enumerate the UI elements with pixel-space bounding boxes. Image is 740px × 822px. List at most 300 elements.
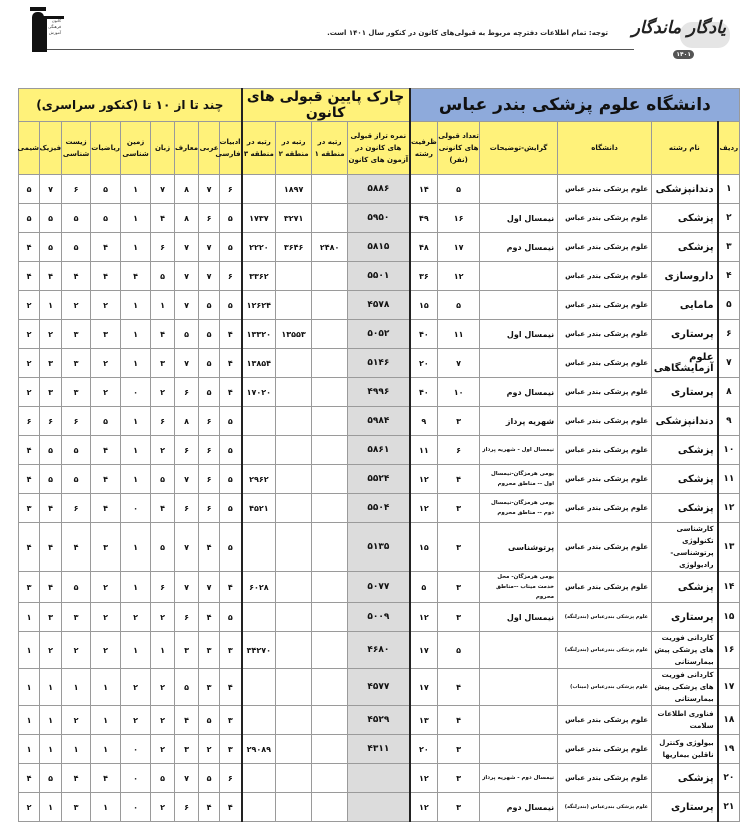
language-score: ۵ — [151, 523, 175, 572]
rank-region-1 — [312, 764, 348, 793]
language-score: ۱ — [151, 632, 175, 669]
chemistry-score: ۶ — [19, 407, 40, 436]
geology-score: ۱ — [121, 175, 151, 204]
rank-region-1 — [312, 572, 348, 603]
language-score: ۴ — [151, 320, 175, 349]
kanoon-line: آموزش — [48, 30, 61, 35]
literature-score: ۴ — [220, 572, 242, 603]
capacity: ۲۰ — [410, 349, 438, 378]
literature-score: ۴ — [220, 669, 242, 706]
table-row — [19, 572, 740, 603]
major-name: پزشکی — [652, 465, 718, 494]
rank-region-1 — [312, 320, 348, 349]
kanoon-admits: ۱۶ — [438, 204, 480, 233]
table-row — [19, 262, 740, 291]
rank-region-1 — [312, 603, 348, 632]
rank-region-3: ۱۷۰۲۰ — [242, 378, 276, 407]
geology-score: ۰ — [121, 494, 151, 523]
row-number: ۱۶ — [718, 632, 740, 669]
biology-score: ۳ — [62, 320, 91, 349]
math-score: ۲ — [91, 603, 121, 632]
notes: پرتوشناسی — [480, 523, 558, 572]
major-name: دندانپزشکی — [652, 407, 718, 436]
religion-score: ۸ — [175, 407, 199, 436]
capacity: ۱۵ — [410, 523, 438, 572]
kanoon-score: ۵۵۲۴ — [348, 465, 410, 494]
logo-text: یادگار ماندگار — [631, 18, 726, 38]
logo-year-badge: ۱۴۰۱ — [673, 50, 694, 59]
university-name: علوم پزشکی بندر عباس — [558, 349, 652, 378]
geology-score: ۲ — [121, 706, 151, 735]
rank-region-1 — [312, 204, 348, 233]
language-score: ۲ — [151, 436, 175, 465]
religion-score: ۷ — [175, 291, 199, 320]
university-name: علوم پزشکی بندر عباس — [558, 494, 652, 523]
col-header-notes: گرایش-توضیحات — [480, 122, 558, 175]
geology-score: ۰ — [121, 735, 151, 764]
physics-score: ۳ — [40, 378, 62, 407]
university-name: علوم پزشکی بندر عباس — [558, 523, 652, 572]
biology-score: ۳ — [62, 603, 91, 632]
rank-region-2 — [276, 465, 312, 494]
col-header-religion: معارف — [175, 122, 199, 175]
kanoon-admits: ۴ — [438, 465, 480, 494]
col-header-language: زبان — [151, 122, 175, 175]
literature-score: ۳ — [220, 735, 242, 764]
rank-region-2: ۳۲۷۱ — [276, 204, 312, 233]
rank-region-2 — [276, 735, 312, 764]
physics-score: ۷ — [40, 175, 62, 204]
col-header-major: نام رشته — [652, 122, 718, 175]
major-name: پرستاری — [652, 793, 718, 822]
row-number: ۲ — [718, 204, 740, 233]
rank-region-1 — [312, 407, 348, 436]
geology-score: ۱ — [121, 233, 151, 262]
major-name: پزشکی — [652, 494, 718, 523]
table-row — [19, 669, 740, 706]
literature-score: ۵ — [220, 436, 242, 465]
biology-score: ۳ — [62, 378, 91, 407]
table-row — [19, 378, 740, 407]
language-score: ۲ — [151, 669, 175, 706]
language-score: ۲ — [151, 378, 175, 407]
geology-score: ۰ — [121, 378, 151, 407]
row-number: ۸ — [718, 378, 740, 407]
table-row — [19, 320, 740, 349]
col-header-rank3: رتبه در منطقه ۳ — [242, 122, 276, 175]
table-row — [19, 494, 740, 523]
row-number: ۱۱ — [718, 465, 740, 494]
rank-region-3: ۶۰۲۸ — [242, 572, 276, 603]
kanoon-admits: ۱۰ — [438, 378, 480, 407]
col-header-score: نمره تراز قبولی های کانون در آزمون های کانون — [348, 122, 410, 175]
geology-score: ۲ — [121, 603, 151, 632]
row-number: ۱۰ — [718, 436, 740, 465]
rank-region-1 — [312, 465, 348, 494]
rank-region-1 — [312, 632, 348, 669]
university-name: علوم پزشکی بندر عباس — [558, 436, 652, 465]
row-number: ۹ — [718, 407, 740, 436]
kanoon-score: ۵۰۵۲ — [348, 320, 410, 349]
row-number: ۱۲ — [718, 494, 740, 523]
kanoon-score: ۵۱۳۵ — [348, 523, 410, 572]
physics-score: ۵ — [40, 465, 62, 494]
physics-score: ۵ — [40, 204, 62, 233]
table-row — [19, 204, 740, 233]
major-name: بیولوژی وکنترل ناقلین بیماریها — [652, 735, 718, 764]
chemistry-score: ۳ — [19, 572, 40, 603]
physics-score: ۵ — [40, 764, 62, 793]
math-score: ۴ — [91, 494, 121, 523]
rank-region-3 — [242, 793, 276, 822]
math-score: ۱ — [91, 793, 121, 822]
physics-score: ۱ — [40, 291, 62, 320]
arabic-score: ۳ — [199, 669, 220, 706]
arabic-score: ۷ — [199, 262, 220, 291]
rank-region-1 — [312, 349, 348, 378]
capacity: ۱۲ — [410, 603, 438, 632]
religion-score: ۶ — [175, 793, 199, 822]
major-name: پرستاری — [652, 320, 718, 349]
biology-score: ۶ — [62, 175, 91, 204]
kanoon-admits: ۳ — [438, 572, 480, 603]
rank-region-1: ۲۴۸۰ — [312, 233, 348, 262]
language-score: ۴ — [151, 204, 175, 233]
university-title: دانشگاه علوم پزشکی بندر عباس — [410, 89, 740, 122]
col-header-chemistry: شیمی — [19, 122, 40, 175]
geology-score: ۱ — [121, 320, 151, 349]
university-name: علوم پزشکی بندر عباس — [558, 233, 652, 262]
capacity: ۱۲ — [410, 764, 438, 793]
rank-region-3: ۲۹۶۲ — [242, 465, 276, 494]
kanoon-admits: ۴ — [438, 669, 480, 706]
header-note: توجه: تمام اطلاعات دفترچه مربوط به قبولی‌های کانون در کنکور سال ۱۴۰۱ است. — [327, 29, 608, 37]
notes: بومی هرمزگان-نیمسال دوم -- مناطق محروم — [480, 494, 558, 523]
major-name: کاردانی فوریت های پزشکی پیش بیمارستانی — [652, 669, 718, 706]
biology-score: ۳ — [62, 349, 91, 378]
math-score: ۴ — [91, 465, 121, 494]
religion-score: ۵ — [175, 669, 199, 706]
notes — [480, 669, 558, 706]
university-name: علوم پزشکی بندر عباس — [558, 175, 652, 204]
major-name: مامایی — [652, 291, 718, 320]
header-divider — [44, 49, 634, 50]
physics-score: ۲ — [40, 320, 62, 349]
major-name: دندانپزشکی — [652, 175, 718, 204]
university-name: علوم پزشکی بندرعباس (میناب) — [558, 669, 652, 706]
biology-score: ۶ — [62, 407, 91, 436]
rank-region-1 — [312, 669, 348, 706]
physics-score: ۴ — [40, 494, 62, 523]
capacity: ۱۱ — [410, 436, 438, 465]
kanoon-score: ۵۹۸۴ — [348, 407, 410, 436]
table-row — [19, 175, 740, 204]
notes — [480, 706, 558, 735]
kanoon-admits: ۱۱ — [438, 320, 480, 349]
capacity: ۵ — [410, 572, 438, 603]
row-number: ۴ — [718, 262, 740, 291]
table-row — [19, 793, 740, 822]
rank-region-2 — [276, 436, 312, 465]
geology-score: ۲ — [121, 669, 151, 706]
chemistry-score: ۱ — [19, 603, 40, 632]
col-header-math: ریاضیات — [91, 122, 121, 175]
chemistry-score: ۴ — [19, 764, 40, 793]
language-score: ۲ — [151, 603, 175, 632]
geology-score: ۰ — [121, 793, 151, 822]
geology-score: ۱ — [121, 349, 151, 378]
notes: نیمسال اول - شهریه پرداز — [480, 436, 558, 465]
chemistry-score: ۴ — [19, 523, 40, 572]
language-score: ۲ — [151, 793, 175, 822]
kanoon-admits: ۷ — [438, 349, 480, 378]
arabic-score: ۷ — [199, 233, 220, 262]
language-score: ۷ — [151, 175, 175, 204]
row-number: ۱۵ — [718, 603, 740, 632]
rank-region-2 — [276, 407, 312, 436]
col-header-row: ردیف — [718, 122, 740, 175]
university-name: علوم پزشکی بندر عباس — [558, 764, 652, 793]
capacity: ۲۰ — [410, 735, 438, 764]
religion-score: ۷ — [175, 233, 199, 262]
major-name: پرستاری — [652, 378, 718, 407]
kanoon-logo — [28, 4, 68, 54]
major-name: پرستاری — [652, 603, 718, 632]
math-score: ۲ — [91, 572, 121, 603]
row-number: ۵ — [718, 291, 740, 320]
biology-score: ۲ — [62, 291, 91, 320]
literature-score: ۵ — [220, 204, 242, 233]
geology-score: ۱ — [121, 632, 151, 669]
rank-region-1 — [312, 291, 348, 320]
yadegar-mandegar-logo — [631, 16, 730, 62]
capacity: ۱۴ — [410, 175, 438, 204]
notes — [480, 735, 558, 764]
notes: نیمسال دوم — [480, 793, 558, 822]
arabic-score: ۴ — [199, 793, 220, 822]
notes: شهریه پرداز — [480, 407, 558, 436]
rank-region-2 — [276, 632, 312, 669]
kanoon-admits: ۳ — [438, 735, 480, 764]
row-number: ۱۴ — [718, 572, 740, 603]
math-score: ۱ — [91, 735, 121, 764]
kanoon-admits: ۳ — [438, 793, 480, 822]
kanoon-admits: ۶ — [438, 436, 480, 465]
col-header-literature: ادبیات فارسی — [220, 122, 242, 175]
capacity: ۴۰ — [410, 378, 438, 407]
table-row — [19, 523, 740, 572]
capacity: ۳۶ — [410, 262, 438, 291]
university-name: علوم پزشکی بندرعباس (بندرلنگه) — [558, 632, 652, 669]
geology-score: ۱ — [121, 291, 151, 320]
language-score: ۵ — [151, 262, 175, 291]
math-score: ۴ — [91, 764, 121, 793]
literature-score: ۶ — [220, 764, 242, 793]
biology-score: ۱ — [62, 735, 91, 764]
kanoon-score: ۴۳۱۱ — [348, 735, 410, 764]
rank-region-3 — [242, 603, 276, 632]
literature-score: ۴ — [220, 378, 242, 407]
major-name: پزشکی — [652, 764, 718, 793]
literature-score: ۵ — [220, 407, 242, 436]
col-header-physics: فیزیک — [40, 122, 62, 175]
physics-score: ۱ — [40, 793, 62, 822]
notes — [480, 291, 558, 320]
math-score: ۴ — [91, 436, 121, 465]
chemistry-score: ۵ — [19, 204, 40, 233]
geology-score: ۱ — [121, 436, 151, 465]
religion-score: ۸ — [175, 175, 199, 204]
table-row — [19, 632, 740, 669]
kanoon-admits: ۳ — [438, 407, 480, 436]
notes — [480, 262, 558, 291]
table-row — [19, 407, 740, 436]
university-name: علوم پزشکی بندرعباس (بندرلنگه) — [558, 603, 652, 632]
geology-score: ۱ — [121, 407, 151, 436]
math-score: ۵ — [91, 407, 121, 436]
literature-score: ۳ — [220, 706, 242, 735]
col-header-admits: تعداد قبولی های کانونی (نفر) — [438, 122, 480, 175]
rank-region-1 — [312, 494, 348, 523]
rank-region-3 — [242, 669, 276, 706]
rank-region-2 — [276, 603, 312, 632]
geology-score: ۱ — [121, 204, 151, 233]
capacity: ۱۷ — [410, 632, 438, 669]
row-number: ۶ — [718, 320, 740, 349]
lowest-quartile-title: چارک پایین قبولی های کانون — [242, 89, 410, 122]
capacity: ۱۷ — [410, 669, 438, 706]
language-score: ۶ — [151, 233, 175, 262]
arabic-score: ۵ — [199, 349, 220, 378]
literature-score: ۶ — [220, 262, 242, 291]
table-row — [19, 291, 740, 320]
religion-score: ۸ — [175, 204, 199, 233]
literature-score: ۳ — [220, 632, 242, 669]
kanoon-score: ۴۵۲۹ — [348, 706, 410, 735]
rank-region-3: ۲۲۲۰ — [242, 233, 276, 262]
row-number: ۱۳ — [718, 523, 740, 572]
rank-region-2 — [276, 669, 312, 706]
rank-region-2 — [276, 378, 312, 407]
arabic-score: ۵ — [199, 706, 220, 735]
rank-region-3 — [242, 764, 276, 793]
row-number: ۱۹ — [718, 735, 740, 764]
rank-region-1 — [312, 175, 348, 204]
math-score: ۲ — [91, 291, 121, 320]
rank-region-3 — [242, 175, 276, 204]
math-score: ۵ — [91, 175, 121, 204]
col-header-geology: زمین شناسی — [121, 122, 151, 175]
notes: بومی هرمزگان-نیمسال اول -- مناطق محروم — [480, 465, 558, 494]
kanoon-admits: ۴ — [438, 706, 480, 735]
arabic-score: ۶ — [199, 465, 220, 494]
university-name: علوم پزشکی بندر عباس — [558, 204, 652, 233]
col-header-rank2: رتبه در منطقه ۲ — [276, 122, 312, 175]
language-score: ۵ — [151, 764, 175, 793]
literature-score: ۵ — [220, 233, 242, 262]
physics-score: ۳ — [40, 603, 62, 632]
admissions-table-wrapper — [17, 88, 739, 813]
university-name: علوم پزشکی بندر عباس — [558, 291, 652, 320]
kanoon-score — [348, 764, 410, 793]
math-score: ۳ — [91, 523, 121, 572]
physics-score: ۴ — [40, 572, 62, 603]
physics-score: ۴ — [40, 262, 62, 291]
kanoon-score: ۵۸۶۱ — [348, 436, 410, 465]
geology-score: ۴ — [121, 262, 151, 291]
university-name: علوم پزشکی بندر عباس — [558, 407, 652, 436]
geology-score: ۱ — [121, 465, 151, 494]
kanoon-score: ۵۹۵۰ — [348, 204, 410, 233]
chemistry-score: ۴ — [19, 465, 40, 494]
page-header — [0, 0, 736, 62]
table-row — [19, 233, 740, 262]
capacity: ۱۲ — [410, 465, 438, 494]
rank-region-2 — [276, 523, 312, 572]
math-score: ۲ — [91, 378, 121, 407]
biology-score: ۱ — [62, 669, 91, 706]
notes: نیمسال اول — [480, 204, 558, 233]
major-name: پزشکی — [652, 436, 718, 465]
literature-score: ۵ — [220, 291, 242, 320]
table-row — [19, 603, 740, 632]
literature-score: ۴ — [220, 349, 242, 378]
religion-score: ۷ — [175, 262, 199, 291]
table-row — [19, 349, 740, 378]
row-number: ۱۷ — [718, 669, 740, 706]
religion-score: ۳ — [175, 735, 199, 764]
capacity: ۱۲ — [410, 793, 438, 822]
kanoon-admits: ۵ — [438, 632, 480, 669]
language-score: ۶ — [151, 407, 175, 436]
col-header-rank1: رتبه در منطقه ۱ — [312, 122, 348, 175]
kanoon-score — [348, 793, 410, 822]
kanoon-line: فرهنگی — [48, 24, 61, 29]
university-name: علوم پزشکی بندر عباس — [558, 572, 652, 603]
religion-score: ۷ — [175, 764, 199, 793]
capacity: ۴۹ — [410, 204, 438, 233]
religion-score: ۷ — [175, 465, 199, 494]
rank-region-1 — [312, 262, 348, 291]
biology-score: ۵ — [62, 465, 91, 494]
chemistry-score: ۱ — [19, 632, 40, 669]
chemistry-score: ۳ — [19, 494, 40, 523]
table-row — [19, 465, 740, 494]
physics-score: ۶ — [40, 407, 62, 436]
notes — [480, 349, 558, 378]
biology-score: ۲ — [62, 632, 91, 669]
capacity: ۴۸ — [410, 233, 438, 262]
kanoon-score: ۵۰۰۹ — [348, 603, 410, 632]
biology-score: ۳ — [62, 793, 91, 822]
arabic-score: ۶ — [199, 494, 220, 523]
math-score: ۴ — [91, 262, 121, 291]
rank-region-2 — [276, 349, 312, 378]
geology-score: ۱ — [121, 523, 151, 572]
university-name: علوم پزشکی بندر عباس — [558, 706, 652, 735]
literature-score: ۴ — [220, 320, 242, 349]
chemistry-score: ۲ — [19, 793, 40, 822]
table-row — [19, 706, 740, 735]
biology-score: ۴ — [62, 523, 91, 572]
arabic-score: ۷ — [199, 175, 220, 204]
physics-score: ۱ — [40, 669, 62, 706]
rank-region-2 — [276, 764, 312, 793]
arabic-score: ۵ — [199, 320, 220, 349]
rank-region-3: ۱۳۳۲۰ — [242, 320, 276, 349]
table-row — [19, 436, 740, 465]
kanoon-admits: ۱۷ — [438, 233, 480, 262]
